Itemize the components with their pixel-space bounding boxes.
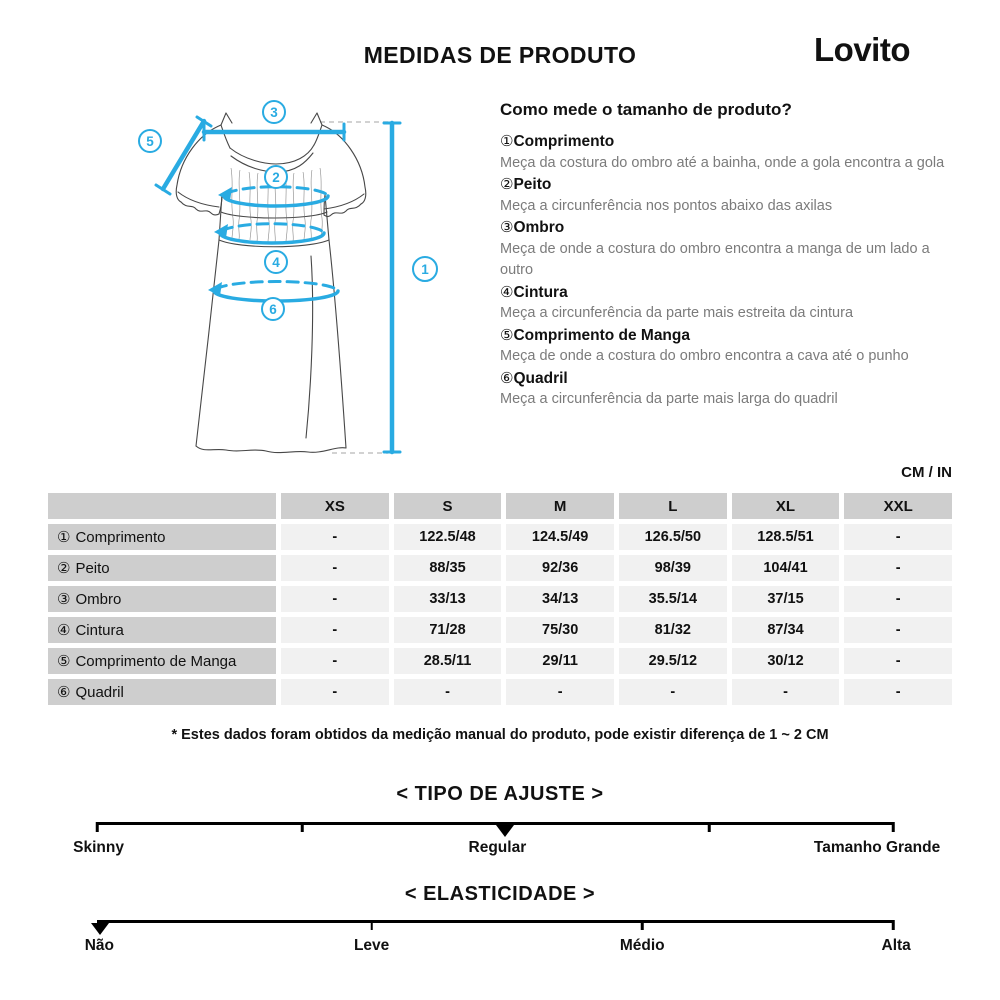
guide-item-number: ② xyxy=(500,176,514,193)
diagram-marker-5: 5 xyxy=(146,134,154,149)
table-cell: 81/32 xyxy=(619,617,727,643)
guide-item-desc: Meça a circunferência da parte mais larga do quadril xyxy=(500,391,838,407)
diagram-marker-1: 1 xyxy=(421,262,429,277)
row-label-text: Comprimento xyxy=(75,528,166,546)
fit-type-heading: < TIPO DE AJUSTE > xyxy=(396,783,604,805)
guide-item-desc: Meça da costura do ombro até a bainha, onde a gola encontra a gola xyxy=(500,154,945,171)
elasticity-selected-marker-icon xyxy=(91,923,109,935)
table-cell: 35.5/14 xyxy=(619,586,727,612)
row-number: ③ xyxy=(57,591,71,608)
table-cell: 29.5/12 xyxy=(619,648,727,674)
measure-guide xyxy=(500,100,945,411)
table-cell: 30/12 xyxy=(732,648,840,674)
guide-item-label: Peito xyxy=(513,176,552,193)
scale-track xyxy=(97,822,893,825)
table-cell: 122.5/48 xyxy=(394,524,502,550)
table-cell: - xyxy=(844,586,952,612)
table-cell: - xyxy=(281,586,389,612)
scale-tick xyxy=(301,822,304,832)
scale-tick xyxy=(892,920,895,930)
table-cell: 88/35 xyxy=(394,555,502,581)
fit-label-regular: Regular xyxy=(468,839,527,856)
guide-heading: Como mede o tamanho de produto? xyxy=(500,100,792,119)
row-number: ① xyxy=(57,529,71,546)
table-cell: - xyxy=(844,648,952,674)
elasticity-label-nao: Não xyxy=(84,937,115,954)
diagram-marker-4: 4 xyxy=(272,255,280,270)
diagram-marker-6: 6 xyxy=(269,302,277,317)
table-cell: - xyxy=(844,524,952,550)
scale-tick xyxy=(892,822,895,832)
elasticity-label-alta: Alta xyxy=(881,937,911,954)
row-label-text: Comprimento de Manga xyxy=(75,652,237,670)
row-label-cintura xyxy=(48,617,276,643)
row-label-text: Cintura xyxy=(75,621,124,639)
row-label-comprimento xyxy=(48,524,276,550)
guide-item-desc: Meça de onde a costura do ombro encontra a cava até o punho xyxy=(500,348,909,364)
elasticity-label-leve: Leve xyxy=(353,937,390,954)
column-header-xxl: XXL xyxy=(844,493,952,519)
column-header-m: M xyxy=(506,493,614,519)
guide-item-label: Quadril xyxy=(513,369,568,387)
table-cell: 37/15 xyxy=(732,586,840,612)
guide-item-number: ⑥ xyxy=(500,369,514,387)
table-cell: 29/11 xyxy=(506,648,614,674)
guide-item-number: ③ xyxy=(500,219,514,236)
guide-item-label: Comprimento xyxy=(513,133,615,150)
table-cell: - xyxy=(844,555,952,581)
diagram-marker-2: 2 xyxy=(272,170,280,185)
table-cell: - xyxy=(281,555,389,581)
table-cell: 75/30 xyxy=(506,617,614,643)
dress-measurement-diagram xyxy=(100,88,460,468)
table-corner-cell xyxy=(48,493,276,519)
table-cell: 92/36 xyxy=(506,555,614,581)
table-cell: - xyxy=(394,679,502,705)
guide-item-number: ① xyxy=(500,133,514,150)
row-label-ombro xyxy=(48,586,276,612)
table-cell: - xyxy=(281,617,389,643)
table-cell: - xyxy=(732,679,840,705)
guide-item-desc: Meça de onde a costura do ombro encontra a manga de um lado a outro xyxy=(500,240,930,278)
guide-item-number: ⑤ xyxy=(500,326,514,344)
guide-item-peito xyxy=(500,174,945,217)
row-label-text: Quadril xyxy=(75,683,124,701)
table-cell: 33/13 xyxy=(394,586,502,612)
table-cell: - xyxy=(281,679,389,705)
guide-item-comprimento xyxy=(500,131,945,174)
brand-logo: Lovito xyxy=(814,31,910,68)
row-label-comprimento-manga xyxy=(48,648,276,674)
table-cell: - xyxy=(506,679,614,705)
measurement-footnote: * Estes dados foram obtidos da medição manual do produto, pode existir diferença de 1 ~ 2 CM xyxy=(171,727,829,743)
guide-item-desc: Meça a circunferência da parte mais estreita da cintura xyxy=(500,305,854,321)
row-number: ⑥ xyxy=(57,684,71,701)
fit-label-tamanho-grande: Tamanho Grande xyxy=(813,839,941,856)
size-table xyxy=(48,493,952,705)
table-cell: 87/34 xyxy=(732,617,840,643)
guide-item-label: Comprimento de Manga xyxy=(513,326,690,344)
elasticity-label-medio: Médio xyxy=(619,937,665,954)
guide-item-cintura xyxy=(500,282,945,325)
scale-track xyxy=(97,920,893,923)
fit-type-scale xyxy=(73,822,941,866)
guide-item-desc: Meça a circunferência nos pontos abaixo das axilas xyxy=(500,197,833,214)
guide-item-label: Cintura xyxy=(513,283,568,301)
column-header-l: L xyxy=(619,493,727,519)
row-number: ⑤ xyxy=(57,653,71,670)
table-cell: 128.5/51 xyxy=(732,524,840,550)
scale-tick xyxy=(96,822,99,832)
row-number: ④ xyxy=(57,622,71,639)
unit-label: CM / IN xyxy=(901,464,952,481)
table-cell: - xyxy=(619,679,727,705)
elasticity-scale xyxy=(84,920,911,964)
guide-item-number: ④ xyxy=(500,283,514,301)
diagram-marker-3: 3 xyxy=(270,105,278,120)
table-cell: 126.5/50 xyxy=(619,524,727,550)
guide-item-label: Ombro xyxy=(513,219,565,236)
table-cell: 34/13 xyxy=(506,586,614,612)
scale-tick xyxy=(370,920,373,930)
table-cell: 124.5/49 xyxy=(506,524,614,550)
table-cell: - xyxy=(281,524,389,550)
guide-item-ombro xyxy=(500,217,945,282)
table-cell: 28.5/11 xyxy=(394,648,502,674)
table-cell: 104/41 xyxy=(732,555,840,581)
table-cell: 71/28 xyxy=(394,617,502,643)
guide-item-comprimento-manga xyxy=(500,325,945,368)
table-cell: - xyxy=(844,617,952,643)
fit-label-skinny: Skinny xyxy=(73,839,124,856)
table-cell: - xyxy=(844,679,952,705)
row-label-peito xyxy=(48,555,276,581)
column-header-xl: XL xyxy=(732,493,840,519)
table-cell: 98/39 xyxy=(619,555,727,581)
column-header-xs: XS xyxy=(281,493,389,519)
table-cell: - xyxy=(281,648,389,674)
row-number: ② xyxy=(57,560,71,577)
scale-tick xyxy=(641,920,644,930)
scale-tick xyxy=(708,822,711,832)
row-label-text: Ombro xyxy=(75,590,122,608)
column-header-s: S xyxy=(394,493,502,519)
guide-item-quadril xyxy=(500,368,945,411)
page-title: MEDIDAS DE PRODUTO xyxy=(363,42,637,68)
row-label-text: Peito xyxy=(75,559,110,577)
elasticity-heading: < ELASTICIDADE > xyxy=(404,883,596,905)
fit-selected-marker-icon xyxy=(496,825,514,837)
row-label-quadril xyxy=(48,679,276,705)
